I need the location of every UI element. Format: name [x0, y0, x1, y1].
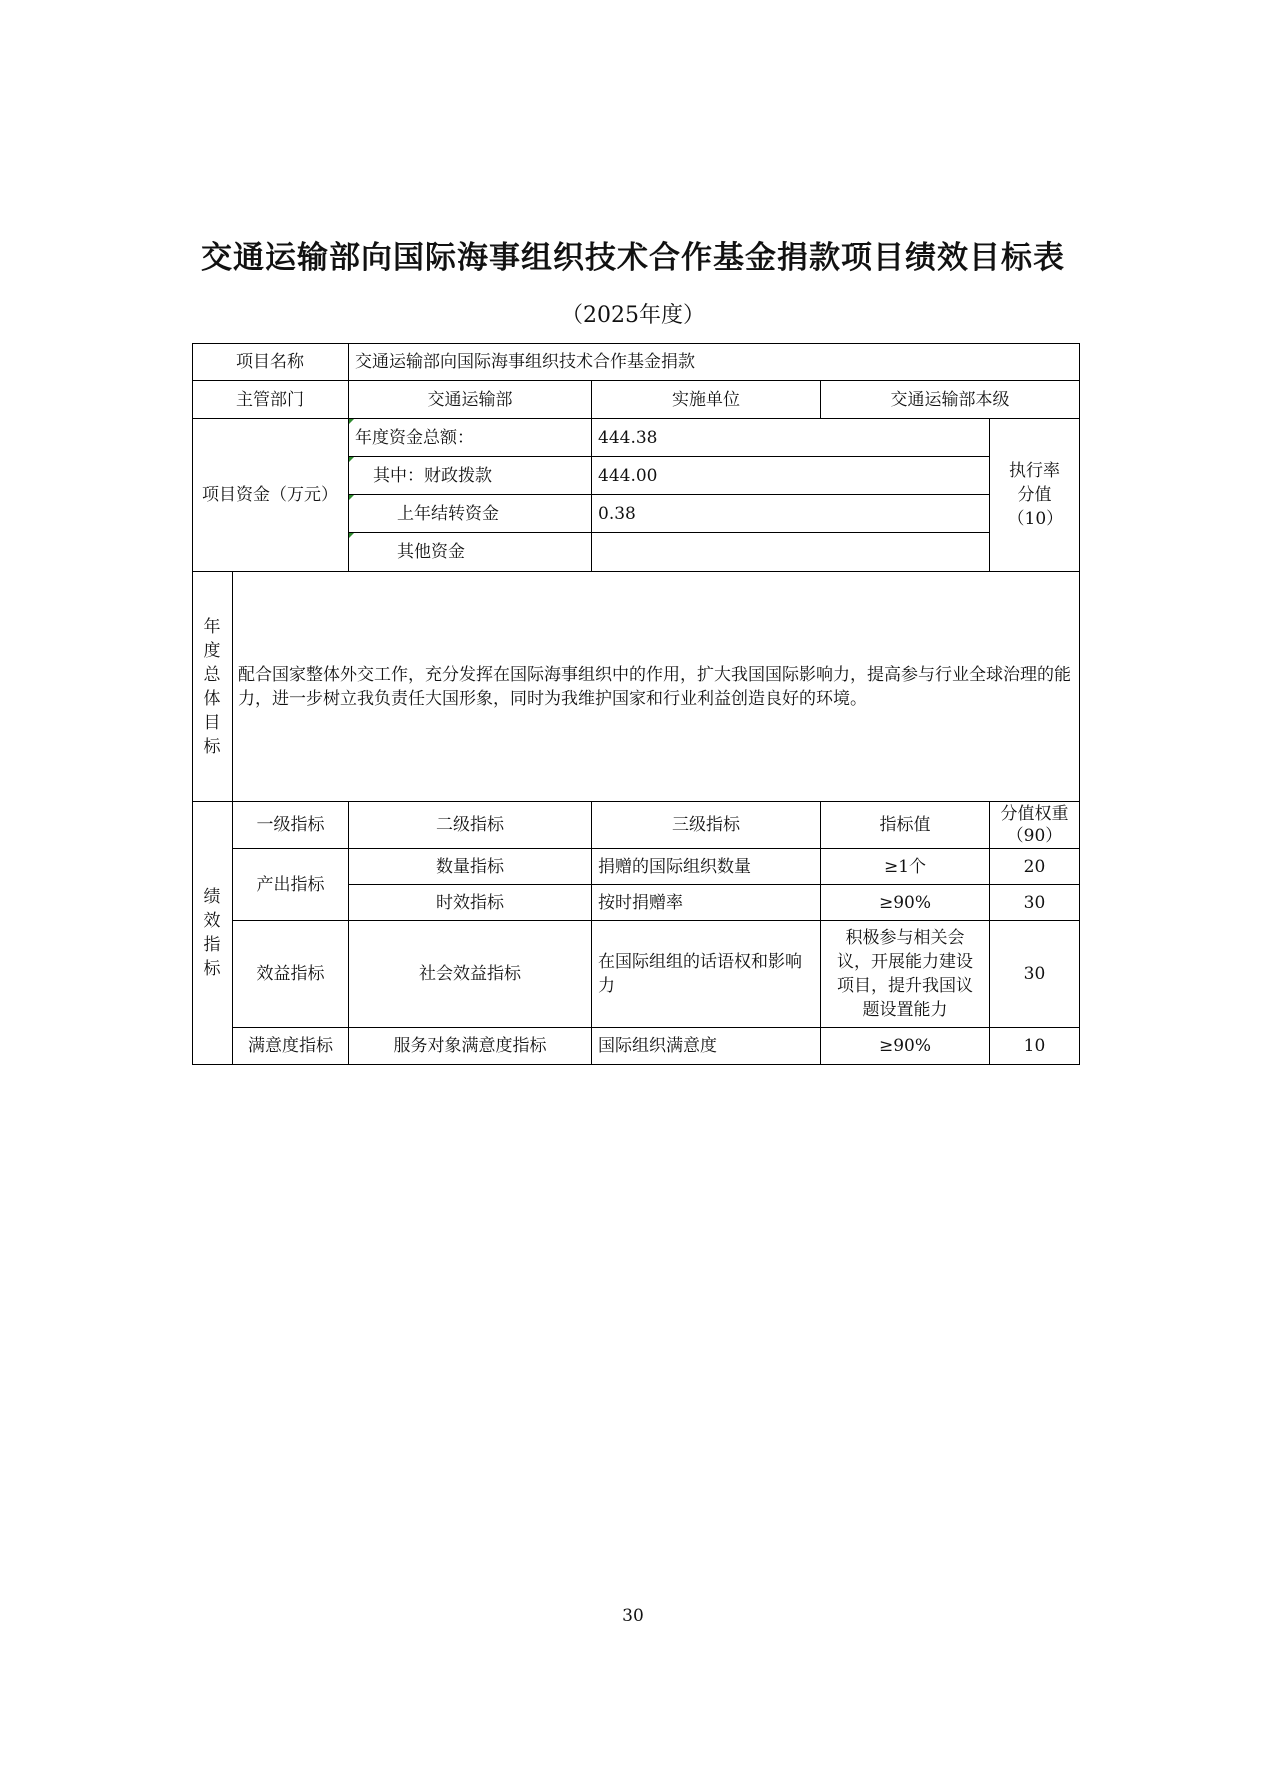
funds-total-value: 444.38 [592, 419, 990, 457]
row-output-level1: 产出指标 [233, 849, 349, 921]
funds-carry-label: 上年结转资金 [349, 495, 592, 533]
row-quantity-value: ≥1个 [821, 849, 990, 885]
page-subtitle: （2025年度） [561, 303, 705, 328]
header-level3: 三级指标 [592, 802, 821, 849]
row-satisfaction-level2: 服务对象满意度指标 [349, 1028, 592, 1065]
performance-target-table [192, 343, 1080, 1065]
funds-other-label: 其他资金 [349, 533, 592, 572]
impl-value: 交通运输部本级 [821, 381, 1080, 419]
project-name-value: 交通运输部向国际海事组织技术合作基金捐款 [349, 343, 1080, 381]
project-name-label: 项目名称 [192, 343, 349, 381]
row-satisfaction-weight: 10 [990, 1028, 1080, 1065]
funds-fiscal-value: 444.00 [592, 457, 990, 495]
header-weight: 分值权重（90） [990, 802, 1080, 849]
row-benefit-level2: 社会效益指标 [349, 921, 592, 1028]
page-title: 交通运输部向国际海事组织技术合作基金捐款项目绩效目标表 [201, 240, 1065, 276]
performance-label: 绩效指标 [192, 802, 233, 1065]
row-quantity-level3: 捐赠的国际组织数量 [592, 849, 821, 885]
row-satisfaction-level3: 国际组织满意度 [592, 1028, 821, 1065]
row-benefit-weight: 30 [990, 921, 1080, 1028]
header-level2: 二级指标 [349, 802, 592, 849]
funds-label: 项目资金（万元） [192, 419, 349, 572]
row-quantity-level2: 数量指标 [349, 849, 592, 885]
row-timeliness-level3: 按时捐赠率 [592, 885, 821, 921]
row-quantity-weight: 20 [990, 849, 1080, 885]
funds-total-label: 年度资金总额： [349, 419, 592, 457]
row-benefit-level1: 效益指标 [233, 921, 349, 1028]
row-timeliness-value: ≥90% [821, 885, 990, 921]
row-satisfaction-value: ≥90% [821, 1028, 990, 1065]
goal-text: 配合国家整体外交工作，充分发挥在国际海事组织中的作用，扩大我国国际影响力，提高参与行业全球治理的能力，进一步树立我负责任大国形象，同时为我维护国家和行业利益创造良好的环境。 [233, 572, 1080, 802]
funds-other-value [592, 533, 990, 572]
goal-label: 年度总体目标 [192, 572, 233, 802]
row-timeliness-weight: 30 [990, 885, 1080, 921]
dept-value: 交通运输部 [349, 381, 592, 419]
page-number: 30 [622, 1606, 644, 1626]
dept-label: 主管部门 [192, 381, 349, 419]
funds-carry-value: 0.38 [592, 495, 990, 533]
row-satisfaction-level1: 满意度指标 [233, 1028, 349, 1065]
row-benefit-level3: 在国际组组的话语权和影响力 [592, 921, 821, 1028]
funds-fiscal-label: 其中：财政拨款 [349, 457, 592, 495]
exec-rate-label: 执行率分值（10） [990, 419, 1080, 572]
impl-label: 实施单位 [592, 381, 821, 419]
row-timeliness-level2: 时效指标 [349, 885, 592, 921]
row-benefit-value: 积极参与相关会议，开展能力建设项目，提升我国议题设置能力 [821, 921, 990, 1028]
header-level1: 一级指标 [233, 802, 349, 849]
header-value: 指标值 [821, 802, 990, 849]
